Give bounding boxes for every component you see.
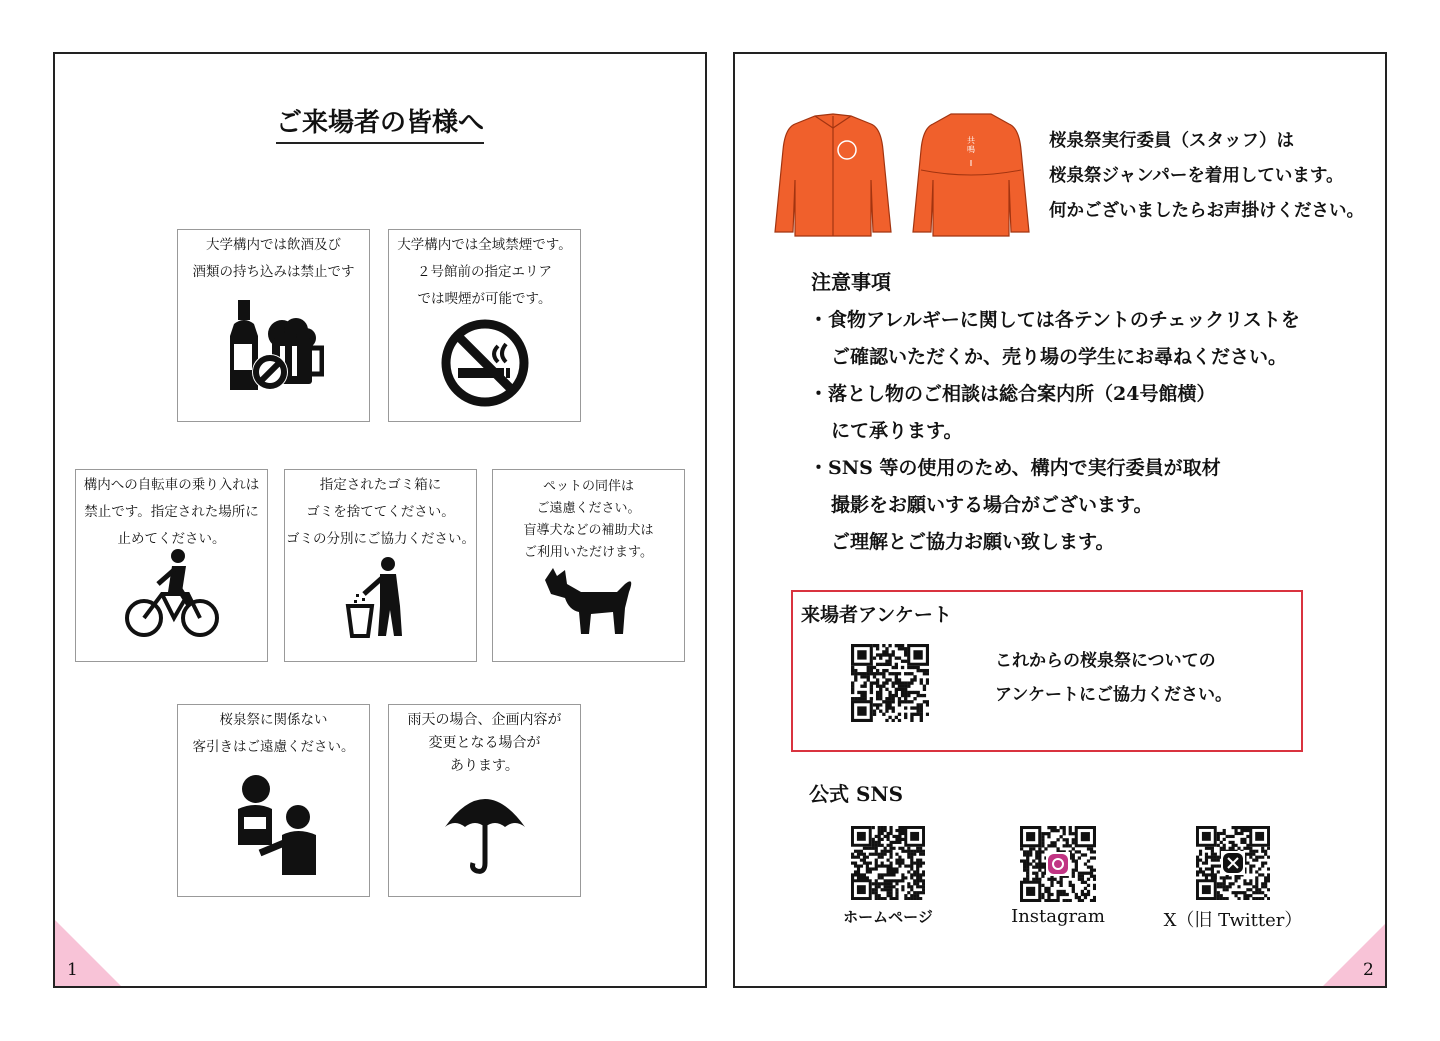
note-item: ・落とし物のご相談は総合案内所（24号館横） にて承ります。 <box>809 383 1216 442</box>
notes-title: 注意事項 <box>811 270 891 294</box>
page-number: 2 <box>1363 960 1374 980</box>
page-corner-decoration <box>1311 912 1387 988</box>
card-trash: 指定されたゴミ箱に ゴミを捨ててください。 ゴミの分別にご協力ください。 <box>284 469 477 662</box>
solicitation-icon <box>224 767 324 877</box>
card-no-smoking: 大学構内では全域禁煙です。 ２号館前の指定エリア では喫煙が可能です。 <box>388 229 581 422</box>
trash-icon <box>336 554 426 644</box>
card-solicitation: 桜泉祭に関係ない 客引きはご遠慮ください。 <box>177 704 370 897</box>
card-no-alcohol: 大学構内では飲酒及び 酒類の持ち込みは禁止です <box>177 229 370 422</box>
survey-qr-icon[interactable] <box>851 644 929 722</box>
notes-list <box>809 302 1300 561</box>
page-2 <box>733 52 1387 988</box>
card-rain: 雨天の場合、企画内容が 変更となる場合が あります。 <box>388 704 581 897</box>
card-bicycle: 構内への自転車の乗り入れは 禁止です。指定された場所に 止めてください。 <box>75 469 268 662</box>
umbrella-icon <box>443 785 527 875</box>
jacket-back-text: 共鳴 <box>967 136 975 154</box>
note-item: ・SNS 等の使用のため、構内で実行委員が取材 撮影をお願いする場合がございます。 ご理解とご協力お願い致します。 <box>809 457 1221 553</box>
note-item: ・食物アレルギーに関しては各テントのチェックリストを ご確認いただくか、売り場の学生にお尋ねください。 <box>809 309 1300 368</box>
jacket-front-image <box>773 110 893 240</box>
card-dog: ペットの同伴は ご遠慮ください。 盲導犬などの補助犬は ご利用いただけます。 <box>492 469 685 662</box>
sns-label-homepage: ホームページ <box>843 908 933 926</box>
page-corner-decoration <box>53 912 133 988</box>
dog-icon <box>539 562 639 642</box>
survey-text: これからの桜泉祭についての アンケートにご協力ください。 <box>995 651 1232 705</box>
qr-instagram-icon[interactable] <box>1020 826 1096 902</box>
no-smoking-icon <box>440 318 530 408</box>
sns-label-instagram: Instagram <box>1011 906 1105 927</box>
page-number: 1 <box>67 960 78 980</box>
sns-title: 公式 SNS <box>809 782 904 806</box>
qr-x-icon[interactable] <box>1196 826 1270 900</box>
page-title: ご来場者の皆様へ <box>55 102 705 139</box>
jacket-back-image <box>911 110 1031 240</box>
sns-label-x: X（旧 Twitter） <box>1163 910 1303 931</box>
staff-notice: 桜泉祭実行委員（スタッフ）は 桜泉祭ジャンパーを着用しています。 何かございましたらお声掛けください。 <box>1049 131 1364 221</box>
bicycle-icon <box>122 546 222 646</box>
page-1 <box>53 52 707 988</box>
no-alcohol-icon <box>224 294 324 394</box>
survey-title: 来場者アンケート <box>801 604 952 626</box>
qr-homepage-icon[interactable] <box>851 826 925 900</box>
survey-box <box>791 590 1303 752</box>
